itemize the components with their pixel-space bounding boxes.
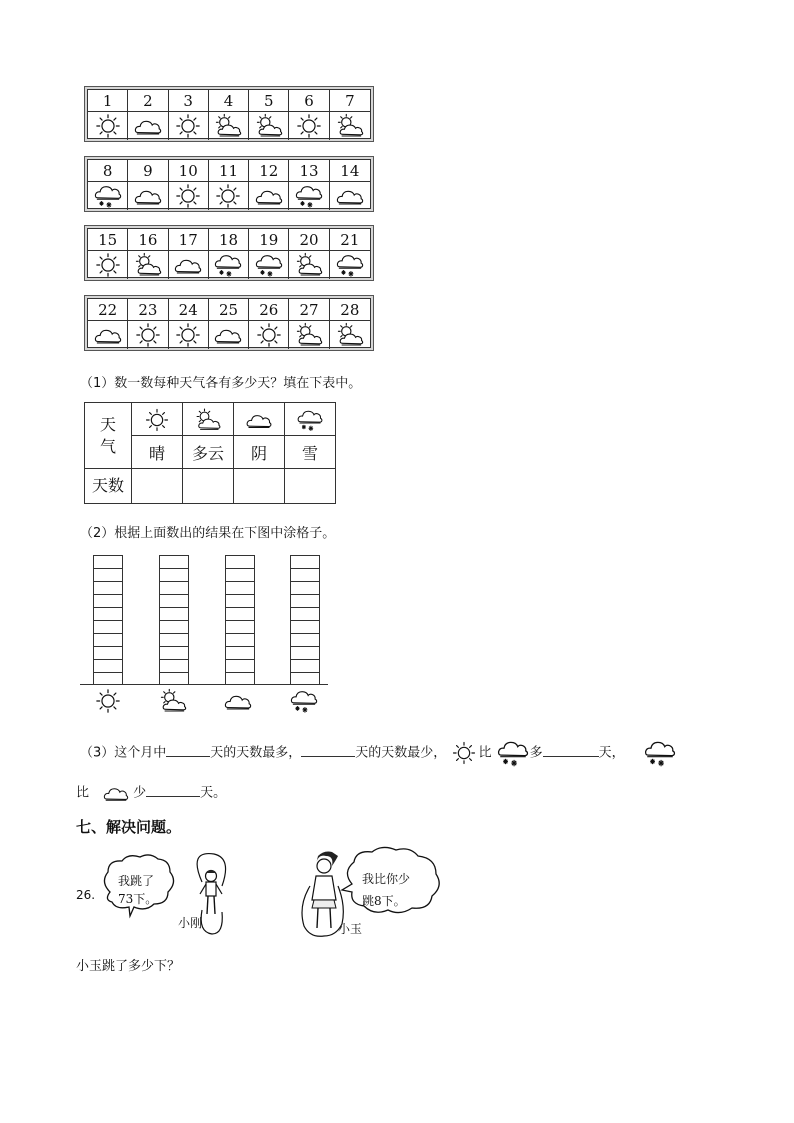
calendar-day-number: 28 (330, 299, 370, 321)
cloud-icon (133, 183, 163, 209)
calendar-day-number: 19 (249, 229, 289, 251)
label-partly-cloudy: 多云 (183, 436, 234, 469)
sun-icon (294, 113, 324, 139)
partly-cloudy-icon (194, 407, 222, 433)
calendar-day-number: 17 (169, 229, 209, 251)
snow-icon (335, 252, 365, 278)
calendar-day-number: 9 (128, 160, 168, 182)
snow-icon (289, 688, 319, 714)
section-title: 七、解决问题。 (76, 818, 182, 836)
partly-cloudy-icon (213, 113, 243, 139)
xiaogang-bubble-line-1: 我跳了 (118, 874, 155, 888)
label-snow: 雪 (285, 436, 336, 469)
calendar-day-number: 14 (330, 160, 370, 182)
answer-cell-partly-cloudy[interactable] (183, 469, 234, 504)
snow-icon (294, 183, 324, 209)
calendar-day-number: 23 (128, 299, 168, 321)
sun-icon (254, 322, 284, 348)
cloud-icon (99, 781, 133, 805)
calendar-day-number: 20 (289, 229, 329, 251)
sun-icon (173, 322, 203, 348)
calendar-weather-cell (169, 251, 209, 279)
xiaogang-name: 小刚 (178, 916, 203, 930)
q3-line2-part-2: 少 (133, 785, 147, 801)
problem-question: 小玉跳了多少下？ (76, 959, 181, 974)
calendar-day-number: 26 (249, 299, 289, 321)
calendar-day-number: 13 (289, 160, 329, 182)
q3-line2-part-3: 天。 (200, 785, 227, 801)
sun-icon (143, 407, 171, 433)
calendar-weather-cell (289, 112, 329, 140)
calendar-weather-cell (169, 182, 209, 210)
sun-icon (93, 252, 123, 278)
calendar-weather-cell (330, 112, 370, 140)
sun-icon (133, 322, 163, 348)
grid-column-sunny[interactable] (93, 555, 123, 685)
calendar-day-number: 18 (209, 229, 249, 251)
label-sunny: 晴 (132, 436, 183, 469)
calendar-weather-cell (249, 112, 289, 140)
calendar-week-3 (84, 225, 374, 281)
cloud-icon (254, 183, 284, 209)
snow-icon (643, 738, 677, 768)
weather-header-cell (85, 403, 132, 469)
q3-part-3: 天的天数最少， (355, 745, 447, 761)
calendar-day-number: 27 (289, 299, 329, 321)
q3-part-6: 天， (598, 745, 625, 761)
cloud-icon (213, 322, 243, 348)
calendar-weather-cell (209, 112, 249, 140)
partly-cloudy-icon (335, 322, 365, 348)
chart-baseline (80, 684, 328, 685)
table-icon-snow-cell (285, 403, 336, 436)
snow-icon (496, 738, 530, 768)
q3-part-4: 比 (478, 745, 492, 761)
calendar-weather-cell (88, 251, 128, 279)
xiaoyu-name: 小玉 (338, 922, 363, 936)
calendar-day-number: 5 (249, 90, 289, 112)
calendar-week-4 (84, 295, 374, 351)
cloud-icon (133, 113, 163, 139)
weather-header-char-2: 气 (99, 436, 116, 456)
calendar-weather-cell (169, 112, 209, 140)
blank-sun-more-than-snow[interactable] (543, 756, 599, 757)
snow-icon (254, 252, 284, 278)
calendar-weather-cell (128, 251, 168, 279)
calendar-day-number: 10 (169, 160, 209, 182)
calendar-day-number: 3 (169, 90, 209, 112)
xiaogang-bubble-line-2: 73下。 (118, 892, 158, 906)
calendar-day-number: 22 (88, 299, 128, 321)
calendar-weather-cell (289, 182, 329, 210)
answer-cell-overcast[interactable] (234, 469, 285, 504)
answer-cell-sunny[interactable] (132, 469, 183, 504)
sun-icon (93, 113, 123, 139)
cloud-icon (245, 407, 273, 433)
calendar-day-number: 8 (88, 160, 128, 182)
sun-icon (173, 113, 203, 139)
q3-part-5: 多 (529, 745, 543, 761)
blank-most-days[interactable] (166, 756, 210, 757)
partly-cloudy-icon (158, 688, 188, 714)
sun-icon (450, 740, 478, 766)
calendar-weather-cell (330, 182, 370, 210)
cloud-icon (173, 252, 203, 278)
days-label: 天数 (85, 469, 132, 504)
grid-column-snow[interactable] (290, 555, 320, 685)
calendar-weather-cell (289, 251, 329, 279)
table-icon-sun-cell (132, 403, 183, 436)
snow-icon (296, 407, 324, 433)
grid-column-partly-cloudy[interactable] (159, 555, 189, 685)
q3-part-1: （3）这个月中 (80, 745, 167, 761)
table-icon-partly-cell (183, 403, 234, 436)
calendar-day-number: 4 (209, 90, 249, 112)
cloud-icon (335, 183, 365, 209)
calendar-weather-cell (209, 182, 249, 210)
label-overcast: 阴 (234, 436, 285, 469)
calendar-day-number: 25 (209, 299, 249, 321)
q3-part-2: 天的天数最多， (210, 745, 302, 761)
calendar-day-number: 6 (289, 90, 329, 112)
xiaoyu-bubble-line-2: 跳8下。 (362, 894, 406, 908)
blank-snow-less-than-cloud[interactable] (146, 796, 200, 797)
sun-icon (93, 688, 123, 714)
table-icon-cloud-cell (234, 403, 285, 436)
problem-number: 26. (76, 888, 96, 902)
blank-least-days[interactable] (301, 756, 355, 757)
calendar-weather-cell (289, 321, 329, 349)
calendar-day-number: 7 (330, 90, 370, 112)
partly-cloudy-icon (254, 113, 284, 139)
calendar-weather-cell (88, 321, 128, 349)
calendar-weather-cell (249, 182, 289, 210)
calendar-day-number: 24 (169, 299, 209, 321)
q3-line2-part-1: 比 (76, 785, 90, 801)
answer-cell-snow[interactable] (285, 469, 336, 504)
question-2-text: （2）根据上面数出的结果在下图中涂格子。 (80, 526, 336, 541)
calendar-day-number: 1 (88, 90, 128, 112)
calendar-day-number: 21 (330, 229, 370, 251)
calendar-week-1 (84, 86, 374, 142)
weather-count-table (84, 402, 336, 504)
question-1-text: （1）数一数每种天气各有多少天？填在下表中。 (80, 376, 362, 391)
calendar-day-number: 11 (209, 160, 249, 182)
grid-column-overcast[interactable] (225, 555, 255, 685)
sun-icon (213, 183, 243, 209)
calendar-weather-cell (128, 321, 168, 349)
calendar-weather-cell (88, 182, 128, 210)
question-3-line-2 (76, 781, 226, 805)
partly-cloudy-icon (133, 252, 163, 278)
calendar-weather-cell (88, 112, 128, 140)
calendar-weather-cell (330, 251, 370, 279)
calendar-weather-cell (209, 321, 249, 349)
calendar-weather-cell (249, 251, 289, 279)
snow-icon (213, 252, 243, 278)
calendar-weather-cell (249, 321, 289, 349)
cloud-icon (93, 322, 123, 348)
calendar-day-number: 2 (128, 90, 168, 112)
xiaoyu-bubble-line-1: 我比你少 (362, 872, 411, 886)
calendar-day-number: 12 (249, 160, 289, 182)
calendar-weather-cell (128, 112, 168, 140)
partly-cloudy-icon (294, 322, 324, 348)
calendar-weather-cell (209, 251, 249, 279)
calendar-week-2 (84, 156, 374, 212)
sun-icon (173, 183, 203, 209)
partly-cloudy-icon (294, 252, 324, 278)
weather-header-char-1: 天 (99, 414, 116, 434)
calendar-weather-cell (128, 182, 168, 210)
calendar-day-number: 16 (128, 229, 168, 251)
question-3-line-1 (80, 738, 677, 768)
calendar-weather-cell (330, 321, 370, 349)
snow-icon (93, 183, 123, 209)
calendar-weather-cell (169, 321, 209, 349)
cloud-icon (223, 688, 253, 714)
partly-cloudy-icon (335, 113, 365, 139)
calendar-day-number: 15 (88, 229, 128, 251)
